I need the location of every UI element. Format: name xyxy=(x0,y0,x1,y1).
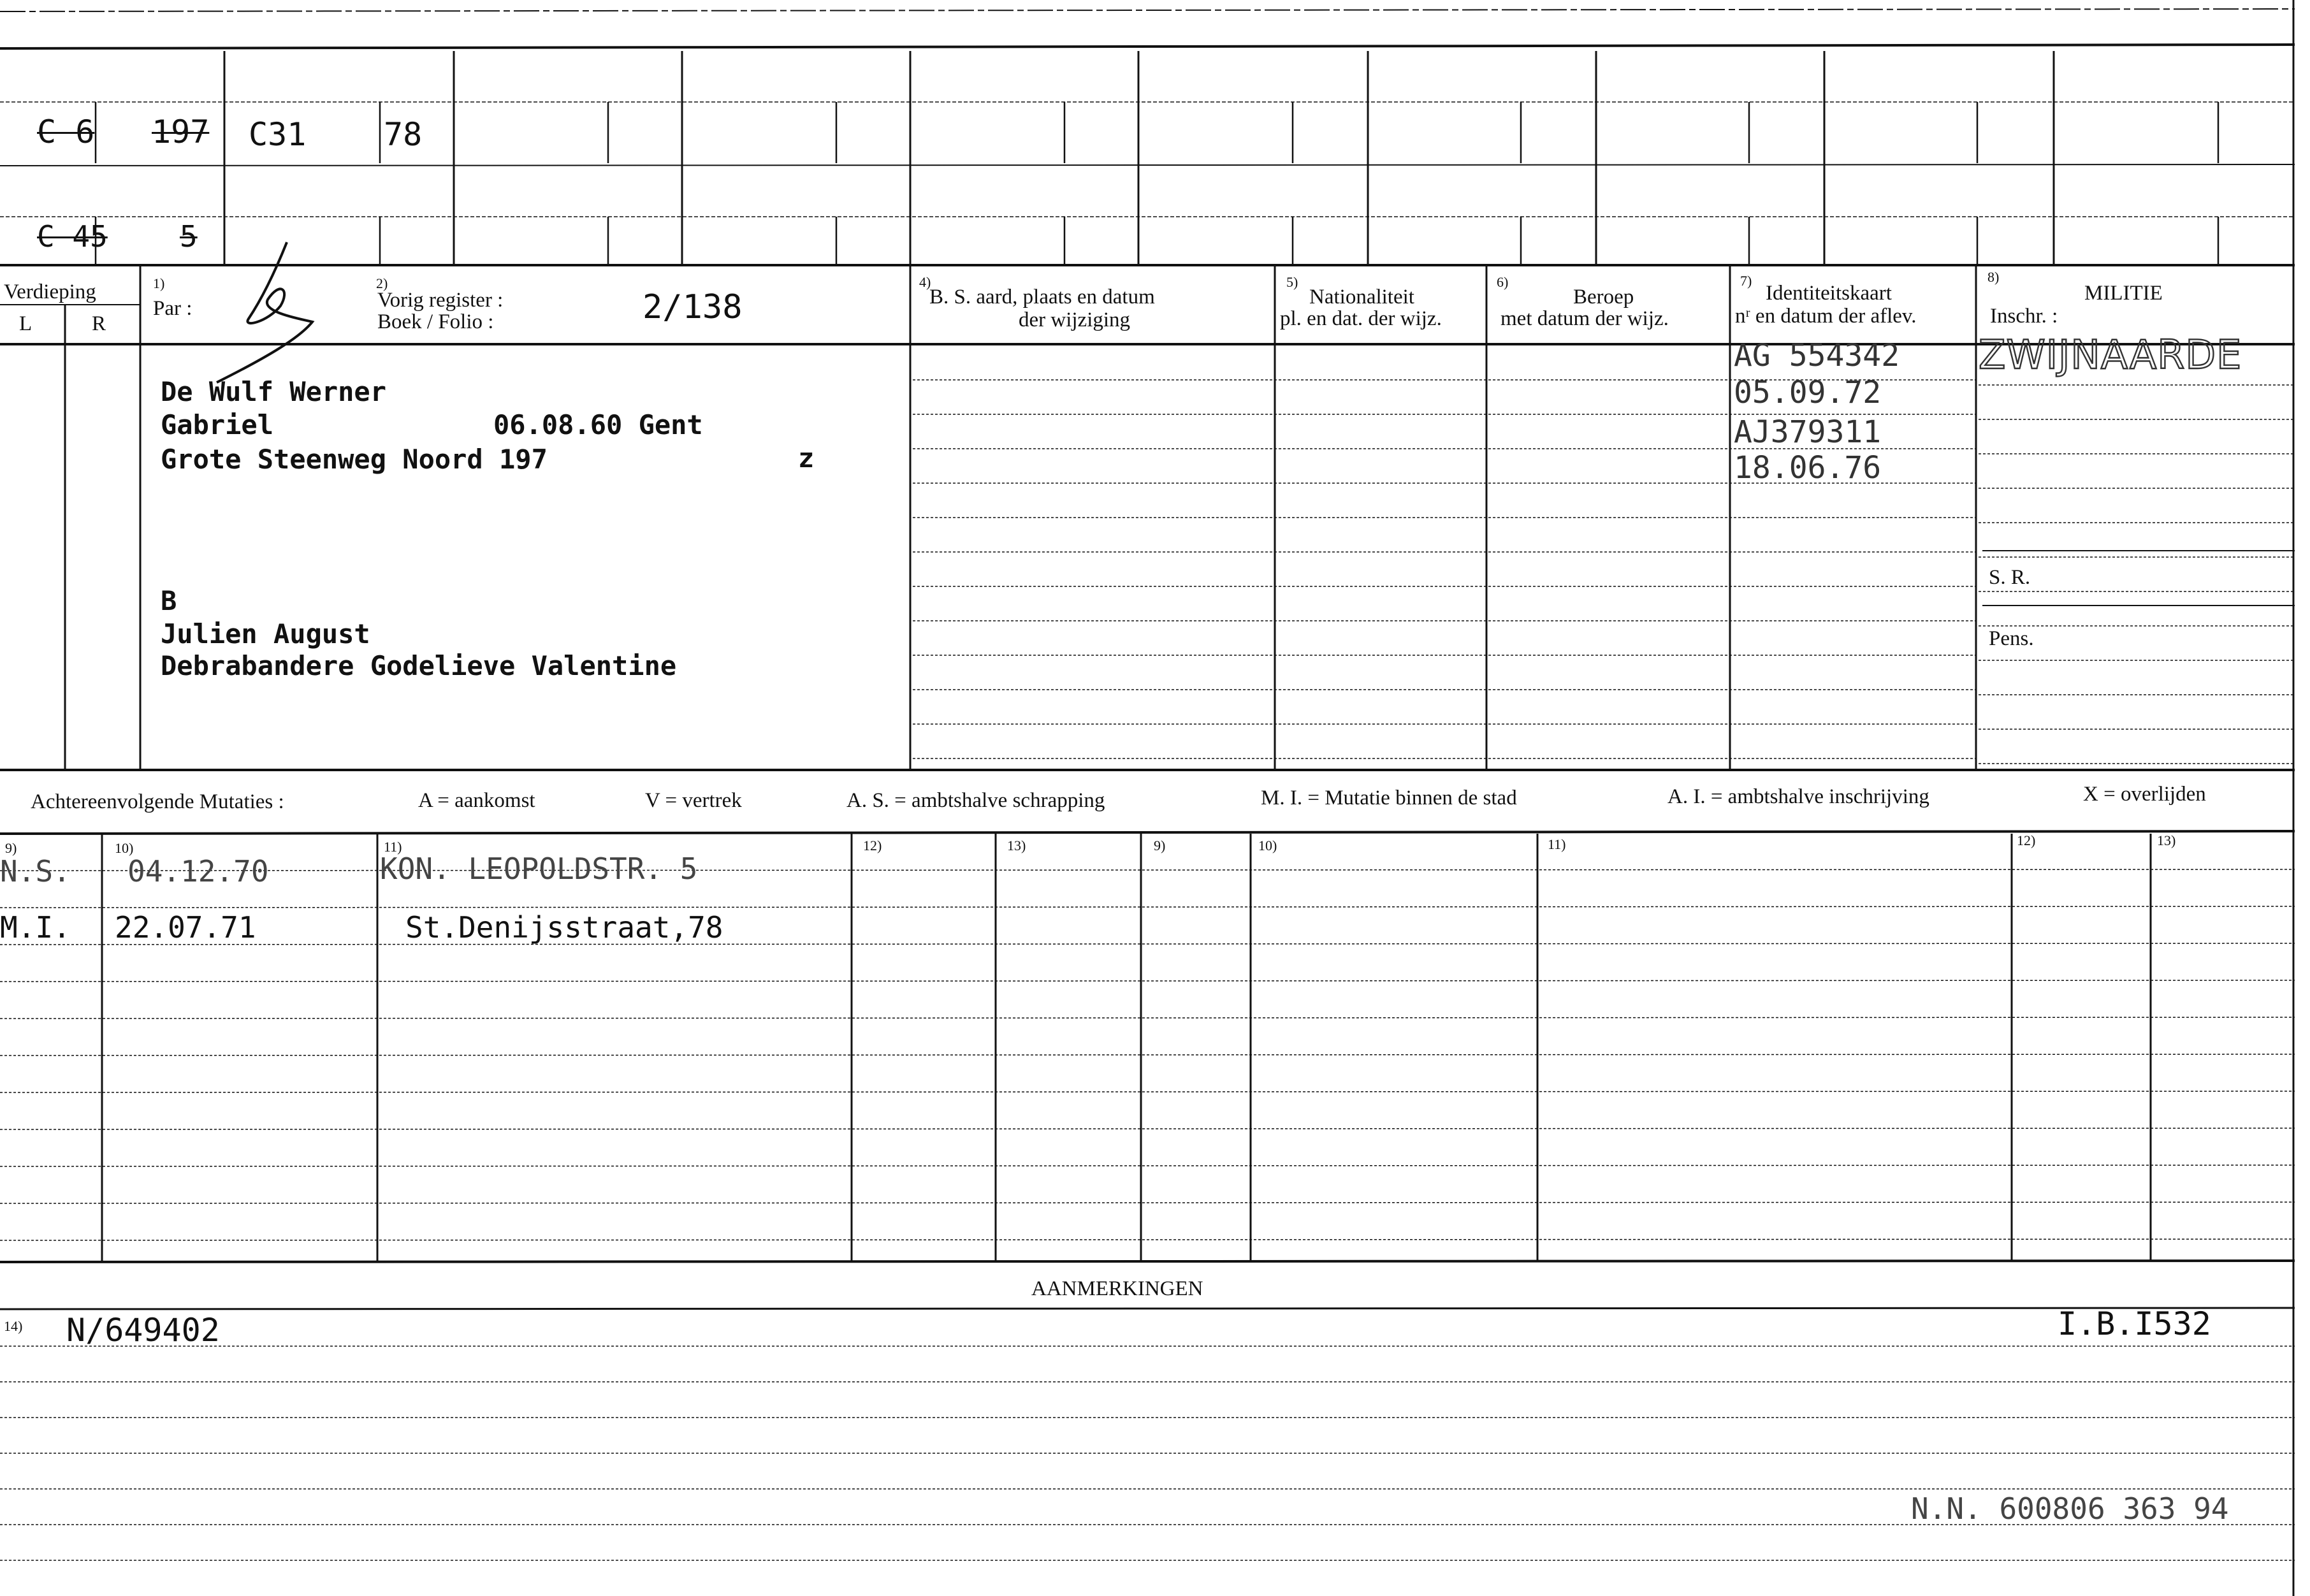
militie-label: MILITIE xyxy=(2084,282,2163,305)
mutaties-right-col-10: 10) xyxy=(1258,838,1277,853)
identiteitskaart-line1: Identiteitskaart xyxy=(1766,282,1892,305)
signature-scribble xyxy=(217,242,312,382)
mutaties-dotted-row xyxy=(0,1054,2295,1056)
mutaties-dotted-row xyxy=(0,1091,2295,1092)
col-8-number: 8) xyxy=(1987,269,2000,285)
mutatie-row-2-date: 22.07.71 xyxy=(115,910,256,945)
mutaties-legend-x: X = overlijden xyxy=(2083,783,2206,806)
col-1-number: 1) xyxy=(153,275,165,291)
mutaties-left-col-12: 12) xyxy=(863,838,882,853)
militie-sr-label: S. R. xyxy=(1989,566,2031,589)
col-5-number: 5) xyxy=(1286,274,1298,290)
scan-edge-line xyxy=(0,9,2295,11)
aanmerkingen-ref: N/649402 xyxy=(66,1312,220,1349)
mutatie-row-1-date: 04.12.70 xyxy=(127,854,269,889)
mutaties-left-col-10: 10) xyxy=(115,840,134,856)
mutaties-left-col-13: 13) xyxy=(1007,838,1026,853)
mutaties-bottom-border xyxy=(0,1261,2295,1262)
mutaties-right-col-11: 11) xyxy=(1548,836,1566,852)
mutaties-left-col-9: 9) xyxy=(5,840,17,856)
person-address: Grote Steenweg Noord 197 xyxy=(161,444,548,475)
mutaties-dotted-row xyxy=(0,1128,2295,1129)
mutaties-legend-a: A = aankomst xyxy=(418,789,535,812)
mutaties-right-col-9: 9) xyxy=(1154,838,1166,853)
inschr-label: Inschr. : xyxy=(1990,305,2058,328)
mutatie-row-1-address: KON. LEOPOLDSTR. 5 xyxy=(380,852,698,886)
mutaties-dotted-row xyxy=(0,1239,2295,1240)
mutaties-legend-mi: M. I. = Mutatie binnen de stad xyxy=(1261,787,1517,809)
mutaties-legend-as: A. S. = ambtshalve schrapping xyxy=(846,789,1105,812)
top-grid-197: 197 xyxy=(152,113,210,150)
top-grid-c45: C 45 xyxy=(37,219,108,254)
aanmerkingen-top-border xyxy=(0,1308,2295,1309)
boek-folio-label: Boek / Folio : xyxy=(377,310,494,333)
mutaties-legend-label: Achtereenvolgende Mutaties : xyxy=(31,790,284,813)
mutaties-left-col-11: 11) xyxy=(384,839,402,855)
bs-header-line2: der wijziging xyxy=(1019,308,1131,331)
militie-stamp: ZWIJNAARDE xyxy=(1979,331,2242,378)
person-name: De Wulf Werner xyxy=(161,376,387,407)
beroep-line1: Beroep xyxy=(1573,286,1634,308)
col-6-number: 6) xyxy=(1497,274,1509,290)
person-given-name: Gabriel xyxy=(161,409,274,440)
mutaties-dotted-row xyxy=(0,869,2295,871)
top-grid-midline xyxy=(0,164,2295,166)
nationaliteit-line1: Nationaliteit xyxy=(1309,286,1414,308)
vorig-register-label: Vorig register : xyxy=(377,289,504,312)
aanmerkingen-nn: N.N. 600806 363 94 xyxy=(1911,1491,2229,1526)
person-mark-z: z xyxy=(798,442,815,474)
person-father: Julien August xyxy=(161,618,370,649)
id-card-line2: 05.09.72 xyxy=(1734,375,1882,410)
person-birth: 06.08.60 Gent xyxy=(493,409,703,440)
top-grid-c31: C31 xyxy=(249,116,307,153)
mutatie-row-1-code: N.S. xyxy=(0,854,71,889)
par-label: Par : xyxy=(153,297,192,320)
person-parent-b: B xyxy=(161,585,177,616)
bs-header-line1: B. S. aard, plaats en datum xyxy=(929,286,1155,308)
register-value: 2/138 xyxy=(643,288,743,326)
verdieping-r: R xyxy=(92,312,106,335)
beroep-line2: met datum der wijz. xyxy=(1500,307,1669,330)
mutaties-dotted-row xyxy=(0,1202,2295,1203)
id-card-line3: AJ379311 xyxy=(1734,414,1882,450)
mutaties-right-col-12: 12) xyxy=(2017,832,2036,848)
top-grid-5: 5 xyxy=(180,219,198,254)
identiteitskaart-line2: nʳ en datum der aflev. xyxy=(1735,305,1917,328)
mutaties-top-border xyxy=(0,831,2295,834)
id-card-line4: 18.06.76 xyxy=(1734,450,1882,486)
mutaties-right-col-13: 13) xyxy=(2157,832,2176,848)
mutaties-dotted-row xyxy=(0,1017,2295,1019)
mutaties-legend-ai: A. I. = ambtshalve inschrijving xyxy=(1667,785,1929,808)
mutatie-row-2-code: M.I. xyxy=(0,910,71,945)
mutaties-legend-v: V = vertrek xyxy=(645,789,742,812)
aanmerkingen-ib: I.B.I532 xyxy=(2058,1305,2211,1342)
aanmerkingen-number: 14) xyxy=(4,1318,23,1334)
mutatie-row-2-address: St.Denijsstraat,78 xyxy=(405,910,723,945)
verdieping-l: L xyxy=(19,312,33,335)
nationaliteit-line2: pl. en dat. der wijz. xyxy=(1280,307,1442,330)
mutaties-dotted-row xyxy=(0,943,2295,945)
mutaties-dotted-row xyxy=(0,980,2295,982)
id-card-line1: AG 554342 xyxy=(1734,338,1900,374)
mutaties-dotted-row xyxy=(0,906,2295,908)
aanmerkingen-title: AANMERKINGEN xyxy=(1031,1277,1203,1300)
militie-pens-label: Pens. xyxy=(1989,627,2034,650)
mutaties-dotted-row xyxy=(0,1165,2295,1166)
top-grid-border xyxy=(0,45,2295,48)
top-grid-c6: C 6 xyxy=(37,113,95,150)
person-mother: Debrabandere Godelieve Valentine xyxy=(161,650,677,681)
verdieping-label: Verdieping xyxy=(4,280,96,303)
col-2-number: 2) xyxy=(376,275,388,291)
col-7-number: 7) xyxy=(1740,273,1752,289)
top-grid-78: 78 xyxy=(384,116,423,153)
col-4-number: 4) xyxy=(919,274,931,290)
